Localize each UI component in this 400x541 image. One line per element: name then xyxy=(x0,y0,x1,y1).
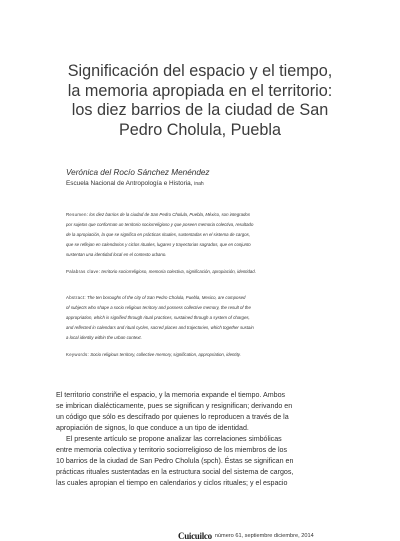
keywords-line xyxy=(66,350,356,360)
resumen-text: los diez barrios de la ciudad de San Pedro Cholula, Puebla, México, son integrados xyxy=(88,212,250,217)
abstract-text: The ten boroughs of the city of San Pedro Cholula, Puebla, Mexico, are composed xyxy=(85,295,246,300)
author-affiliation xyxy=(66,180,204,187)
affiliation-acronym: inah xyxy=(194,181,204,187)
palabras-clave-section xyxy=(66,267,356,277)
body-line: las cuales apropian el tiempo en calendarios y ciclos rituales; y el espacio xyxy=(56,479,288,488)
palabras-line xyxy=(66,267,356,277)
keywords-text: Socio religious territory, collective memory, signification, appropriation, identity. xyxy=(88,352,241,357)
title-line: la memoria apropiada en el territorio: xyxy=(67,81,333,100)
abstract-line: and reflected in calendars and ritual cycles, sacred places and trajectories, which together sustain xyxy=(66,324,254,330)
affiliation-name: Escuela Nacional de Antropología e Historia, xyxy=(66,180,195,187)
palabras-text: territorio sociorreligioso, memoria colectiva, significación, apropiación, identidad. xyxy=(100,269,256,274)
body-line: El presente artículo se propone analizar las correlaciones simbólicas xyxy=(66,435,282,444)
title-line: Significación del espacio y el tiempo, xyxy=(67,62,333,80)
body-line: prácticas rituales sustentadas en la estructura social del sistema de cargos, xyxy=(56,468,294,477)
journal-logo: Cuicuilco xyxy=(178,531,212,541)
resumen-line: sustentan una identidad local en el contexto urbano. xyxy=(66,251,167,257)
resumen-line xyxy=(66,210,356,220)
author-name: Verónica del Rocío Sánchez Menéndez xyxy=(66,168,210,177)
resumen-line: por sujetos que conforman un territorio sociorreligioso y que poseen memoria colectiva, resultado xyxy=(66,221,254,227)
abstract-section xyxy=(66,293,356,343)
body-line: 10 barrios de la ciudad de San Pedro Cholula (spch). Éstas se significan en xyxy=(56,457,294,466)
abstract-line: of subjects who shape a socio religious territory and possess collective memory, the result of the xyxy=(66,304,251,310)
abstract-label: Abstract: xyxy=(66,295,86,300)
abstract-line xyxy=(66,293,356,303)
palabras-label: Palabras clave: xyxy=(66,269,101,274)
article-title xyxy=(50,62,350,140)
keywords-label: Keywords: xyxy=(66,352,89,357)
title-line: los diez barrios de la ciudad de San xyxy=(71,101,329,120)
resumen-line: de la apropiación, la que se significa en prácticas rituales, sustentadas en el sistema de cargos, xyxy=(66,231,250,237)
body-line: un código que sólo es descifrado por quienes lo reproducen a través de la xyxy=(56,413,289,422)
abstract-line: a local identity within the urban context. xyxy=(66,334,142,340)
abstract-line: appropriation, which is signified through ritual practices, sustained through a system of charges, xyxy=(66,314,250,320)
body-line: entre memoria colectiva y territorio sociorreligioso de los miembros de los xyxy=(56,446,288,455)
body-line: El territorio constriñe el espacio, y la memoria expande el tiempo. Ambos xyxy=(56,391,286,399)
body-line: se imbrican dialécticamente, pues se significan y resignifican; derivando en xyxy=(56,402,293,411)
body-line: apropiación de signos, lo que conduce a un tipo de identidad. xyxy=(56,424,249,433)
article-body xyxy=(56,390,349,489)
title-line: Pedro Cholula, Puebla xyxy=(119,120,281,139)
keywords-section xyxy=(66,350,356,360)
resumen-label: Resumen: xyxy=(66,212,89,217)
page-footer xyxy=(178,531,314,541)
issue-info: número 61, septiembre diciembre, 2014 xyxy=(214,533,314,539)
resumen-line: que se reflejan en calendarios y ciclos rituales, lugares y trayectorias sagrados, que en conjunto xyxy=(66,241,251,247)
resumen-section xyxy=(66,210,356,260)
